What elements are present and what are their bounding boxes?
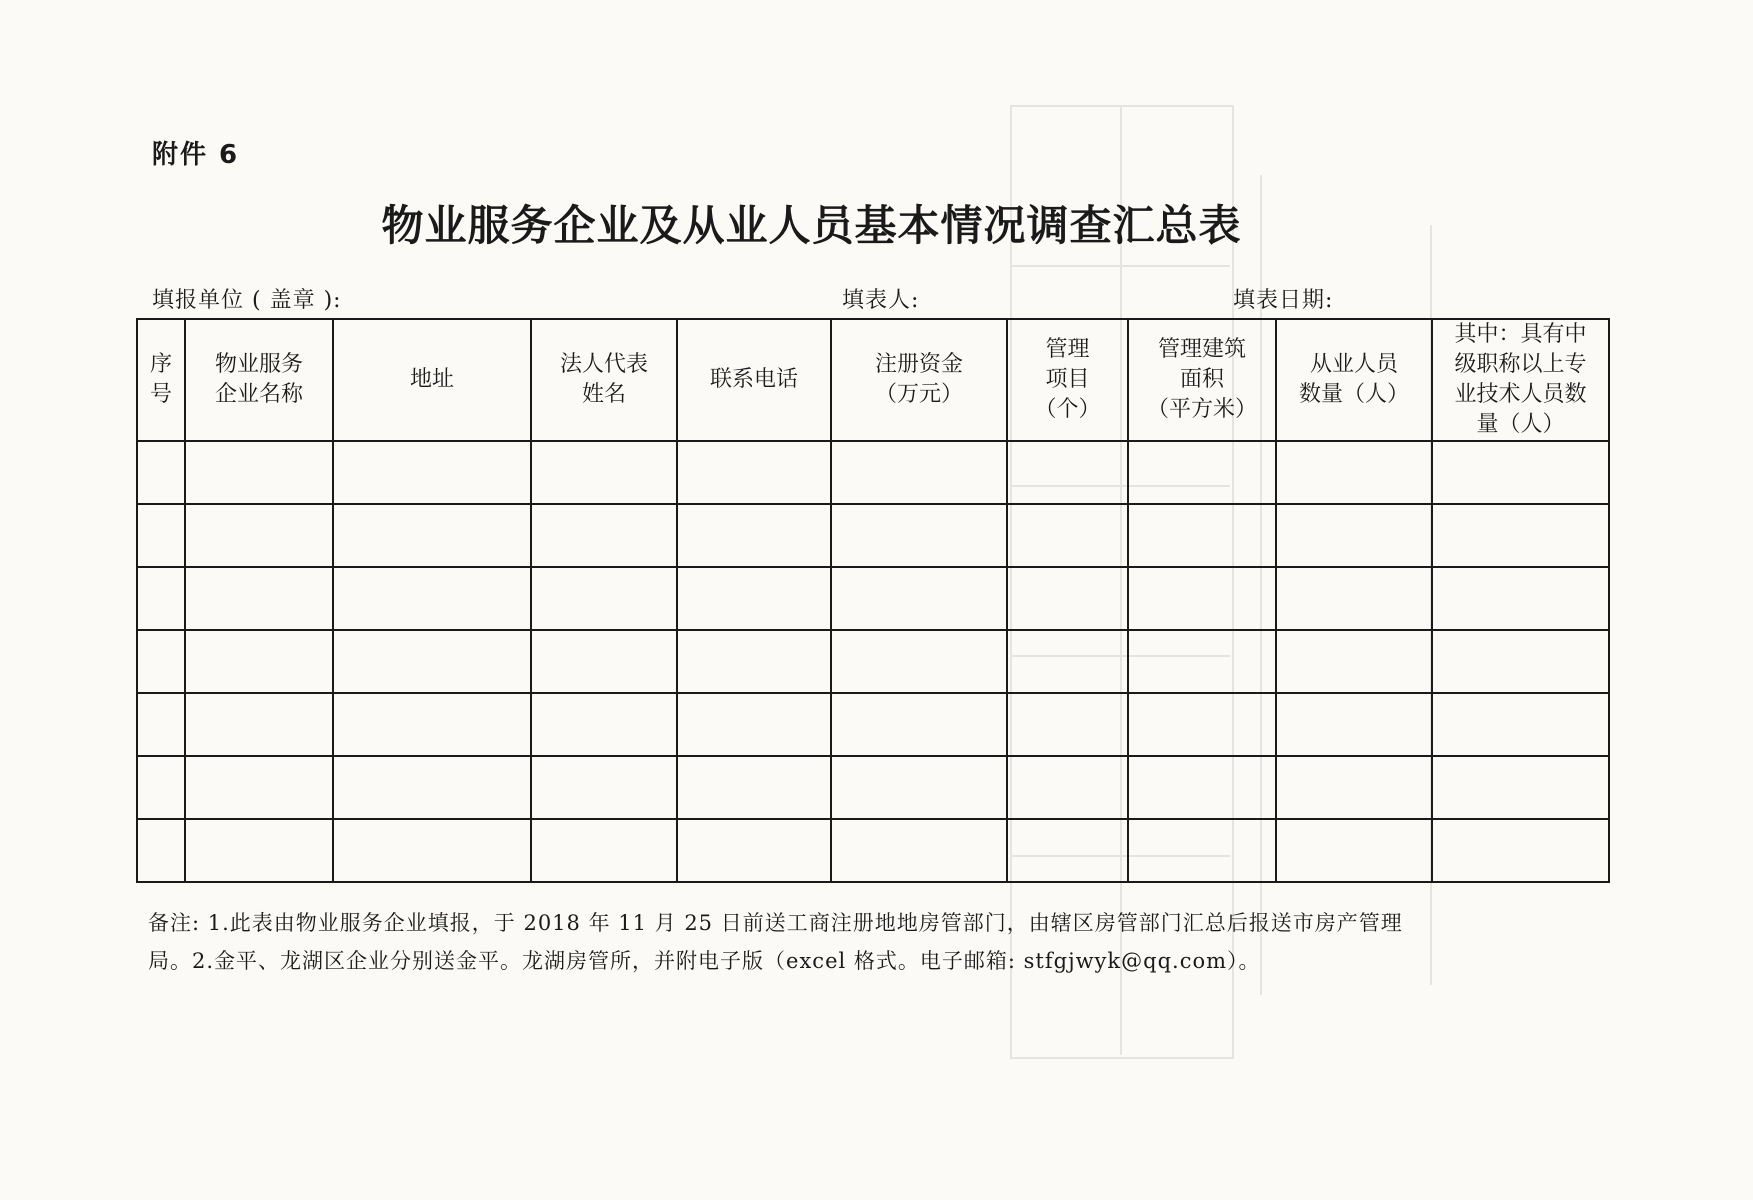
remarks-line-2: 局。2.金平、龙湖区企业分别送金平。龙湖房管所，并附电子版（excel 格式。电子邮箱: stfgjwyk@qq.com）。 [148, 949, 1261, 973]
table-cell[interactable] [1276, 756, 1432, 819]
table-cell[interactable] [1007, 819, 1128, 882]
column-header-label: 其中：具有中 级职称以上专 业技术人员数 量（人） [1454, 322, 1587, 437]
table-body [137, 441, 1609, 882]
table-cell[interactable] [137, 567, 185, 630]
table-cell[interactable] [1276, 693, 1432, 756]
table-row [137, 756, 1609, 819]
table-cell[interactable] [1128, 819, 1276, 882]
column-header-label: 地址 [409, 367, 454, 392]
table-cell[interactable] [1276, 819, 1432, 882]
table-cell[interactable] [1432, 504, 1609, 567]
survey-table [136, 318, 1610, 883]
table-cell[interactable] [1007, 693, 1128, 756]
table-cell[interactable] [1276, 504, 1432, 567]
table-cell[interactable] [333, 630, 531, 693]
table-cell[interactable] [185, 504, 333, 567]
table-cell[interactable] [831, 756, 1007, 819]
fill-date-label: 填表日期: [1233, 288, 1334, 313]
table-cell[interactable] [1128, 693, 1276, 756]
table-cell[interactable] [1276, 567, 1432, 630]
table-cell[interactable] [531, 630, 677, 693]
table-cell[interactable] [333, 819, 531, 882]
table-cell[interactable] [1432, 630, 1609, 693]
table-cell[interactable] [185, 756, 333, 819]
remarks [148, 904, 1568, 980]
reporting-unit-label: 填报单位 ( 盖章 ): [152, 288, 342, 313]
table-cell[interactable] [1276, 441, 1432, 504]
table-cell[interactable] [1432, 441, 1609, 504]
table-row [137, 504, 1609, 567]
table-cell[interactable] [677, 441, 831, 504]
table-cell[interactable] [185, 441, 333, 504]
attachment-label: 附件 6 [152, 140, 240, 170]
table-cell[interactable] [531, 693, 677, 756]
document-title [0, 193, 1753, 253]
table-cell[interactable] [677, 693, 831, 756]
table-cell[interactable] [531, 756, 677, 819]
column-header-label: 管理 项目 （个） [1034, 337, 1101, 422]
table-cell[interactable] [531, 567, 677, 630]
table-row [137, 693, 1609, 756]
column-header [1128, 319, 1276, 441]
table-cell[interactable] [137, 441, 185, 504]
table-cell[interactable] [333, 504, 531, 567]
column-header-label: 法人代表 姓名 [559, 352, 648, 407]
table-cell[interactable] [677, 504, 831, 567]
table-cell[interactable] [137, 756, 185, 819]
column-header [831, 319, 1007, 441]
table-cell[interactable] [831, 504, 1007, 567]
table-cell[interactable] [1432, 567, 1609, 630]
table-cell[interactable] [831, 567, 1007, 630]
remarks-line-1: 备注: 1.此表由物业服务企业填报，于 2018 年 11 月 25 日前送工商注册地地房管部门，由辖区房管部门汇总后报送市房产管理 [148, 911, 1403, 935]
table-cell[interactable] [333, 756, 531, 819]
column-header-label: 联系电话 [709, 367, 798, 392]
table-cell[interactable] [185, 567, 333, 630]
table-cell[interactable] [185, 630, 333, 693]
table-cell[interactable] [1128, 630, 1276, 693]
table-cell[interactable] [531, 819, 677, 882]
column-header [531, 319, 677, 441]
table-cell[interactable] [137, 693, 185, 756]
table-header-row [137, 319, 1609, 441]
table-cell[interactable] [831, 441, 1007, 504]
table-row [137, 567, 1609, 630]
title-text: 物业服务企业及从业人员基本情况调查汇总表 [381, 201, 1242, 250]
table-cell[interactable] [1007, 567, 1128, 630]
table-cell[interactable] [1432, 693, 1609, 756]
column-header [677, 319, 831, 441]
table-cell[interactable] [185, 693, 333, 756]
table-cell[interactable] [137, 819, 185, 882]
table-row [137, 630, 1609, 693]
form-filler-label: 填表人: [842, 288, 920, 313]
column-header [333, 319, 531, 441]
column-header [1432, 319, 1609, 441]
table-row [137, 819, 1609, 882]
table-cell[interactable] [1128, 567, 1276, 630]
table-cell[interactable] [677, 567, 831, 630]
table-row [137, 441, 1609, 504]
table-cell[interactable] [1007, 441, 1128, 504]
table-cell[interactable] [1128, 504, 1276, 567]
column-header [137, 319, 185, 441]
table-cell[interactable] [831, 693, 1007, 756]
table-cell[interactable] [677, 630, 831, 693]
column-header-label: 从业人员 数量（人） [1298, 352, 1409, 407]
table-cell[interactable] [1128, 756, 1276, 819]
table-cell[interactable] [137, 504, 185, 567]
table-cell[interactable] [333, 441, 531, 504]
table-cell[interactable] [333, 693, 531, 756]
table-cell[interactable] [185, 819, 333, 882]
table-cell[interactable] [137, 630, 185, 693]
table-cell[interactable] [677, 819, 831, 882]
table-cell[interactable] [1128, 441, 1276, 504]
table-cell[interactable] [1276, 630, 1432, 693]
table-cell[interactable] [831, 819, 1007, 882]
table-cell[interactable] [1432, 756, 1609, 819]
table-cell[interactable] [1007, 756, 1128, 819]
table-cell[interactable] [1432, 819, 1609, 882]
table-cell[interactable] [677, 756, 831, 819]
table-cell[interactable] [1007, 504, 1128, 567]
table-cell[interactable] [831, 630, 1007, 693]
table-cell[interactable] [531, 441, 677, 504]
column-header [1276, 319, 1432, 441]
column-header-label: 注册资金 （万元） [874, 352, 963, 407]
column-header-label: 物业服务 企业名称 [214, 352, 303, 407]
table-cell[interactable] [531, 504, 677, 567]
table-cell[interactable] [1007, 630, 1128, 693]
column-header [1007, 319, 1128, 441]
column-header-label: 序 号 [149, 352, 172, 407]
column-header [185, 319, 333, 441]
table-cell[interactable] [333, 567, 531, 630]
column-header-label: 管理建筑 面积 （平方米） [1146, 337, 1257, 422]
